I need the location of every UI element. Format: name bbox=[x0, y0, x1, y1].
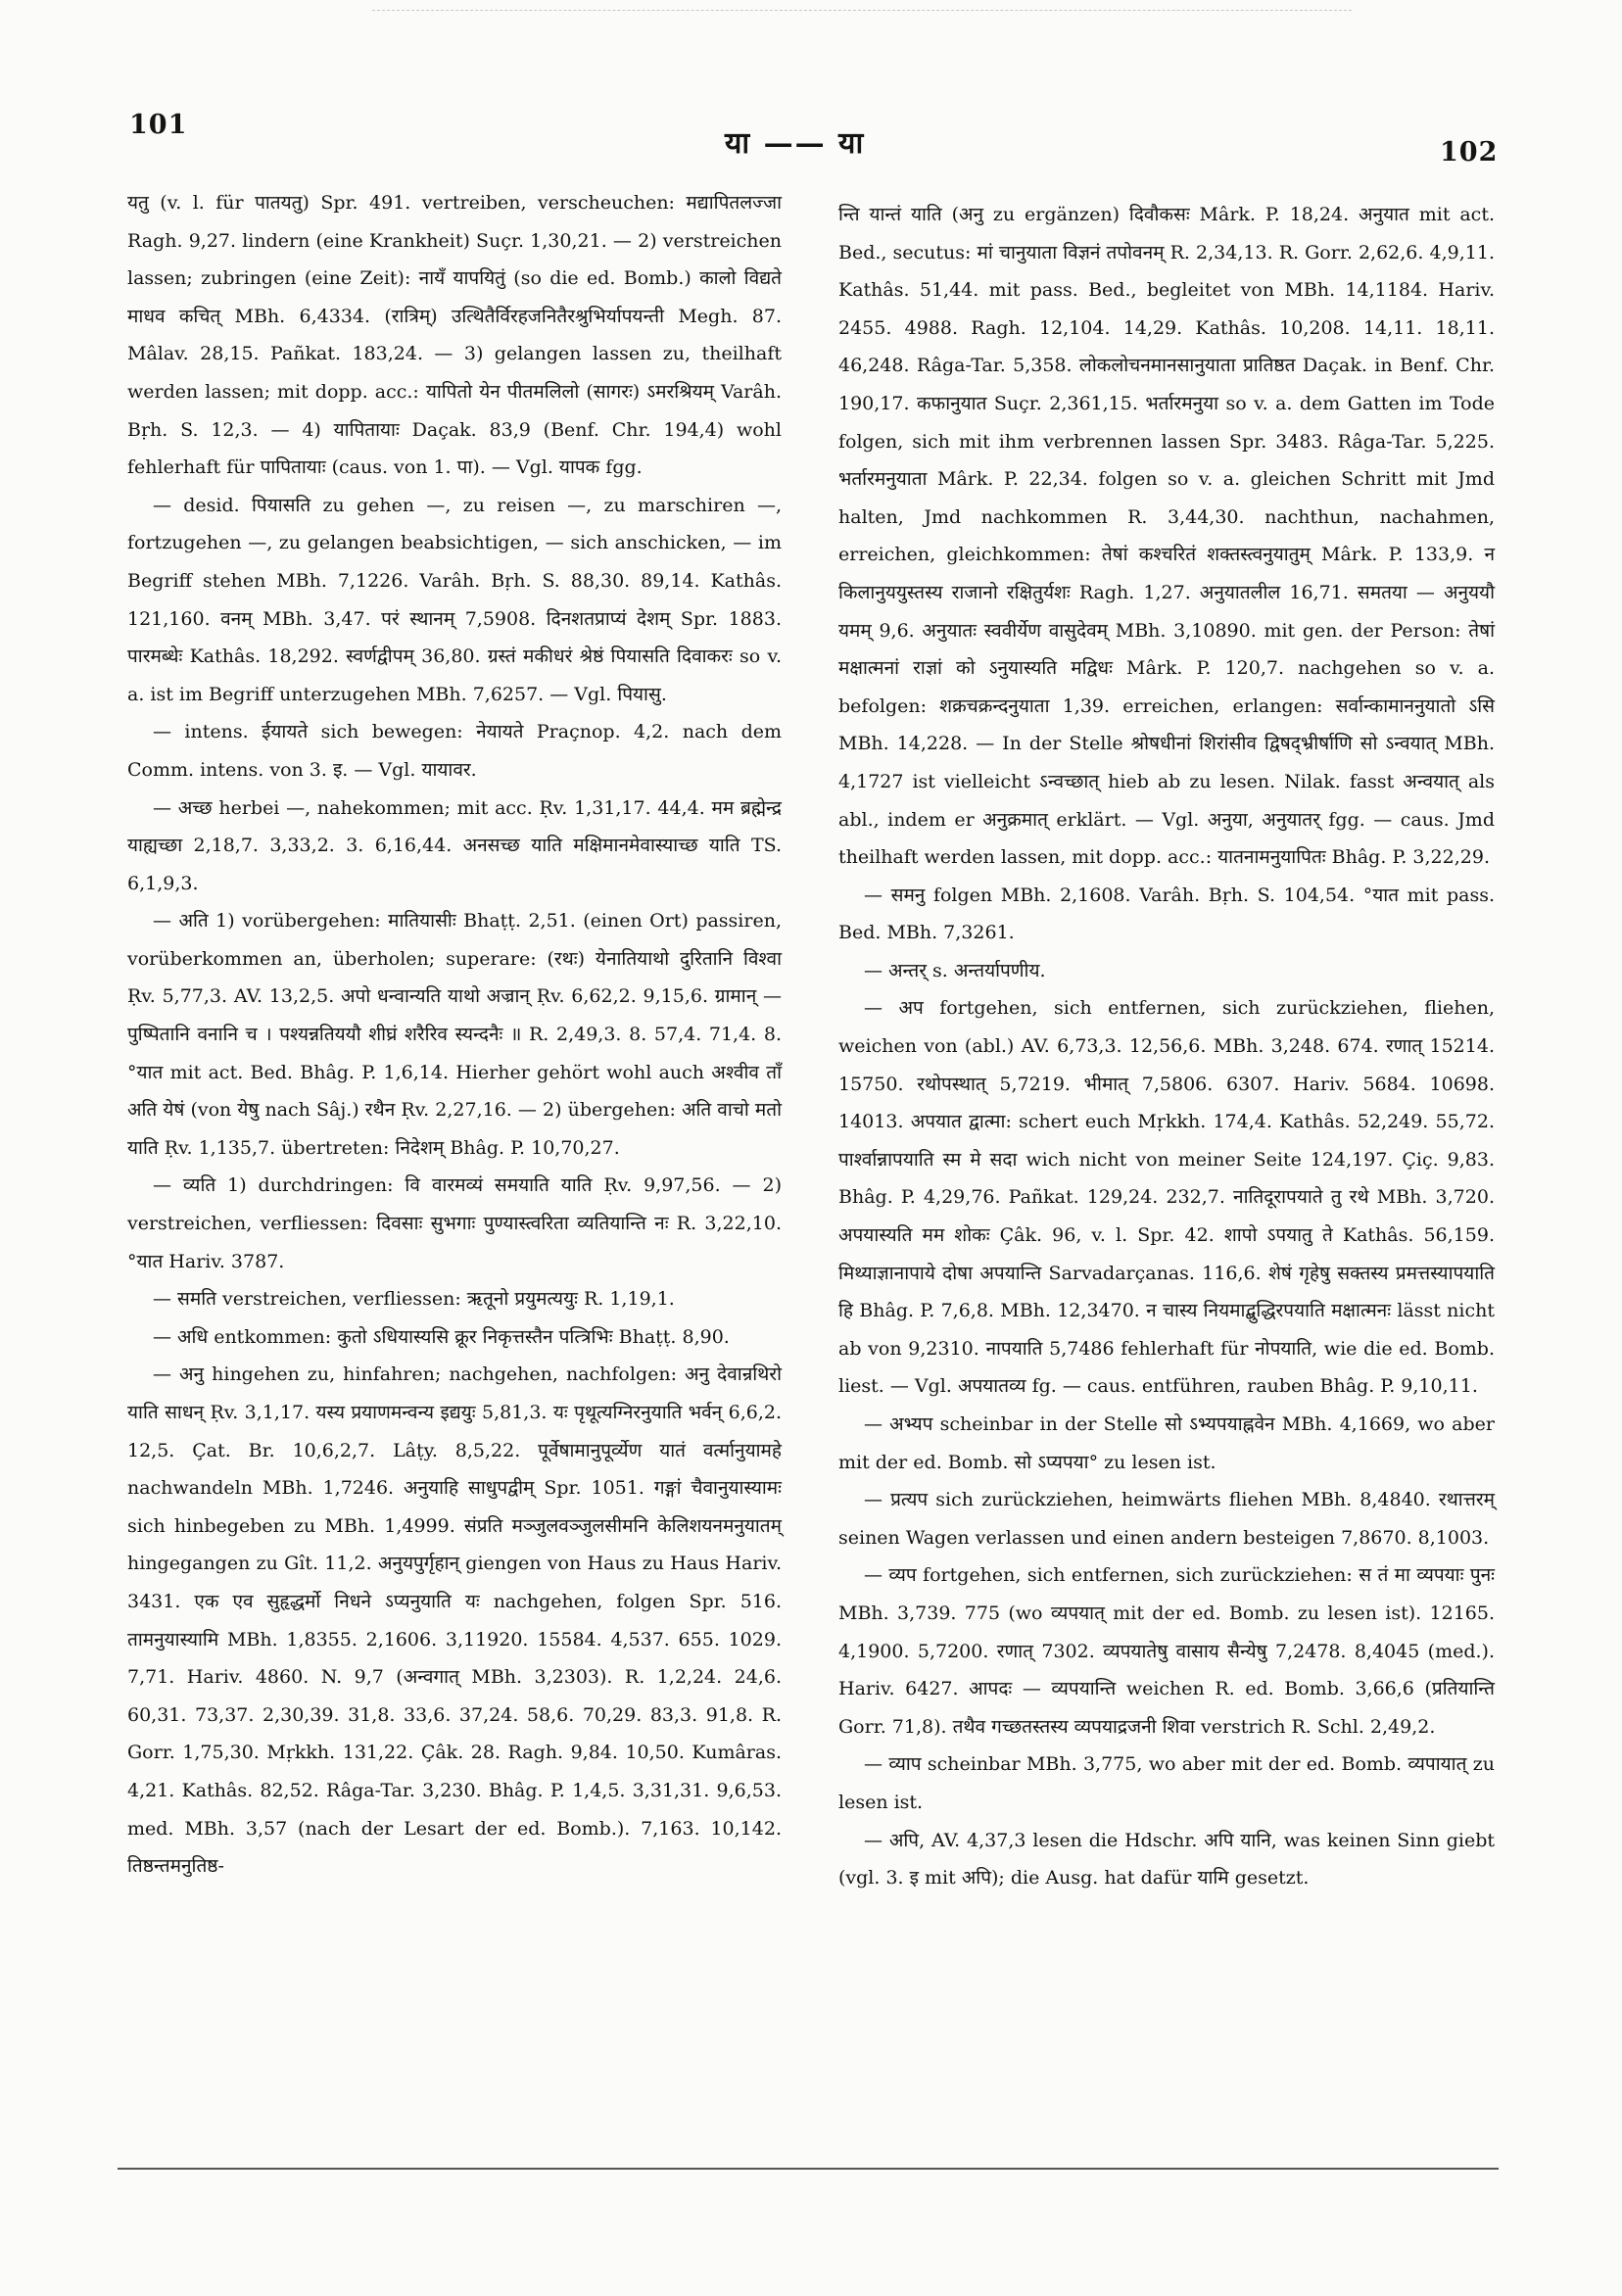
left-paragraph: — व्यति 1) durchdringen: वि वारमव्यं समयाति याति Ṛv. 9,97,56. — 2) verstreichen, verfliessen: दिवसाः सुभगाः पुण्यास्त्वरिता व्यतियान्ति नः R. 3,22,10. °यात Hariv. 3787. bbox=[127, 1174, 782, 1272]
right-paragraph: — अपि, AV. 4,37,3 lesen die Hdschr. अपि यानि, was keinen Sinn giebt (vgl. 3. इ mit अपि); die Ausg. hat dafür यामि gesetzt. bbox=[838, 1829, 1495, 1889]
left-paragraph: यतु (v. l. für पातयतु) Spr. 491. vertreiben, verscheuchen: मद्यापितलज्जा Ragh. 9,27. lindern (eine Krankheit) Suçr. 1,30,21. — 2) verstreichen lassen; zubringen (eine Zeit): नायँ यापयितुं (so die ed. Bomb.) कालो विद्यते माधव कचित् MBh. 6,4334. (रात्रिम्) उत्थितैर्विरहजनितैरश्रुभिर्यापयन्ती Megh. 87. Mâlav. 28,15. Pañkat. 183,24. — 3) gelangen lassen zu, theilhaft werden lassen; mit dopp. acc.: यापितो येन पीतमलिलो (सागरः) ऽमरश्रियम् Varâh. Bṛh. S. 12,3. — 4) यापितायाः Daçak. 83,9 (Benf. Chr. 194,4) wohl fehlerhaft für पापितायाः (caus. von 1. पा). — Vgl. यापक fgg. bbox=[127, 192, 782, 479]
left-paragraph: — अधि entkommen: कुतो ऽधियास्यसि क्रूर निकृत्तस्तैन पत्त्रिभिः Bhaṭṭ. 8,90. bbox=[153, 1325, 730, 1348]
page-number-right: 102 bbox=[1440, 137, 1499, 167]
left-paragraph: — intens. ईयायते sich bewegen: नेयायते Praçnop. 4,2. nach dem Comm. intens. von 3. इ. — Vgl. यायावर. bbox=[127, 721, 782, 781]
right-column bbox=[838, 196, 1495, 1889]
right-paragraph: — अन्तर् s. अन्तर्यापणीय. bbox=[864, 959, 1046, 981]
right-paragraph: — अप fortgehen, sich entfernen, sich zurückziehen, fliehen, weichen von (abl.) AV. 6,73,3. 12,56,6. MBh. 3,248. 674. रणात् 15214. 15750. रथोपस्थात् 5,7219. भीमात् 7,5806. 6307. Hariv. 5684. 10698. 14013. अपयात द्वात्मा: schert euch Mṛkkh. 174,4. Kathâs. 52,249. 55,72. पार्श्वान्नापयाति स्म मे सदा wich nicht von meiner Seite 124,197. Çiç. 9,83. Bhâg. P. 4,29,76. Pañkat. 129,24. 232,7. नातिदूरापयाते तु रथे MBh. 3,720. अपयास्यति मम शोकः Çâk. 96, v. l. Spr. 42. शापो ऽपयातु ते Kathâs. 56,159. मिथ्याज्ञानापाये दोषा अपयान्ति Sarvadarçanas. 116,6. शेषं गृहेषु सक्तस्य प्रमत्तस्यापयाति हि Bhâg. P. 7,6,8. MBh. 12,3470. न चास्य नियमाद्बुद्धिरपयाति मक्षात्मनः lässt nicht ab von 9,2310. नापयाति 5,7486 fehlerhaft für नोपयाति, wie die ed. Bomb. liest. — Vgl. अपयातव्य fg. — caus. entführen, rauben Bhâg. P. 9,10,11. bbox=[838, 997, 1495, 1398]
running-head: या —— या bbox=[725, 126, 866, 161]
left-paragraph: — अच्छ herbei —, nahekommen; mit acc. Ṛv. 1,31,17. 44,4. मम ब्रह्मेन्द्र याह्यच्छा 2,18,7. 3,33,2. 3. 6,16,44. अनसच्छ याति मक्षिमानमेवास्याच्छ याति TS. 6,1,9,3. bbox=[127, 796, 782, 894]
left-paragraph: — अनु hingehen zu, hinfahren; nachgehen, nachfolgen: अनु देवान्रथिरो याति साधन् Ṛv. 3,1,17. यस्य प्रयाणमन्वन्य इद्ययुः 5,81,3. यः पृथूत्यग्निरनुयाति भर्वन् 6,6,2. 12,5. Çat. Br. 10,6,2,7. Lâṭy. 8,5,22. पूर्वेषामानुपूर्व्येण यातं वर्त्मानुयामहे nachwandeln MBh. 1,7246. अनुयाहि साधुपद्वीम् Spr. 1051. गङ्गां चैवानुयास्यामः sich hinbegeben zu MBh. 1,4999. संप्रति मञ्जुलवञ्जुलसीमनि केलिशयनमनुयातम् hingegangen zu Gît. 11,2. अनुयपुर्गृहान् giengen von Haus zu Haus Hariv. 3431. एक एव सुहृद्धर्मो निधने ऽप्यनुयाति यः nachgehen, folgen Spr. 516. तामनुयास्यामि MBh. 1,8355. 2,1606. 3,11920. 15584. 4,537. 655. 1029. 7,71. Hariv. 4860. N. 9,7 (अन्वगात् MBh. 3,2303). R. 1,2,24. 24,6. 60,31. 73,37. 2,30,39. 31,8. 33,6. 37,24. 58,6. 70,29. 83,3. 91,8. R. Gorr. 1,75,30. Mṛkkh. 131,22. Çâk. 28. Ragh. 9,84. 10,50. Kumâras. 4,21. Kathâs. 82,52. Râga-Tar. 3,230. Bhâg. P. 1,4,5. 3,31,31. 9,6,53. med. MBh. 3,57 (nach der Lesart der ed. Bomb.). 7,163. 10,142. तिष्ठन्तमनुतिष्ठ- bbox=[127, 1363, 782, 1878]
right-paragraph: — प्रत्यप sich zurückziehen, heimwärts fliehen MBh. 8,4840. रथात्तरम् seinen Wagen verlassen und einen andern besteigen 7,8670. 8,1003. bbox=[838, 1489, 1495, 1549]
bottom-rule bbox=[118, 2168, 1499, 2170]
right-paragraph: — व्यप fortgehen, sich entfernen, sich zurückziehen: स तं मा व्यपयाः पुनः MBh. 3,739. 775 (wo व्यपयात् mit der ed. Bomb. zu lesen ist). 12165. 4,1900. 5,7200. रणात् 7302. व्यपयातेषु वासाय सैन्येषु 7,2478. 8,4045 (med.). Hariv. 6427. आपदः — व्यपयान्ति weichen R. ed. Bomb. 3,66,6 (प्रतियान्ति Gorr. 71,8). तथैव गच्छतस्तस्य व्यपयाद्रजनी शिवा verstrich R. Schl. 2,49,2. bbox=[838, 1564, 1495, 1738]
left-paragraph: — समति verstreichen, verfliessen: ऋतूनो प्रयुमत्ययुः R. 1,19,1. bbox=[153, 1288, 675, 1311]
right-paragraph: — व्याप scheinbar MBh. 3,775, wo aber mit der ed. Bomb. व्यपायात् zu lesen ist. bbox=[838, 1753, 1495, 1813]
left-paragraph: — अति 1) vorübergehen: मातियासीः Bhaṭṭ. 2,51. (einen Ort) passiren, vorüberkommen an, überholen; superare: (रथः) येनातियाथो दुरितानि विश्वा Ṛv. 5,77,3. AV. 13,2,5. अपो धन्वान्यति याथो अज्रान् Ṛv. 6,62,2. 9,15,6. ग्रामान् — पुष्पितानि वनानि च । पश्यन्नतिययौ शीघ्रं शरैरिव स्यन्दनैः ॥ R. 2,49,3. 8. 57,4. 71,4. 8. °यात mit act. Bed. Bhâg. P. 1,6,14. Hierher gehört wohl auch अश्वीव ताँ अति येषं (von येषु nach Sâj.) रथैन Ṛv. 2,27,16. — 2) übergehen: अति वाचो मतो याति Ṛv. 1,135,7. übertreten: निदेशम् Bhâg. P. 10,70,27. bbox=[127, 910, 782, 1159]
page-number-left: 101 bbox=[129, 110, 188, 140]
right-paragraph: — अभ्यप scheinbar in der Stelle सो ऽभ्यपयाह्नवेन MBh. 4,1669, wo aber mit der ed. Bomb. सो ऽप्यपया° zu lesen ist. bbox=[838, 1413, 1495, 1473]
top-edge-rule bbox=[372, 10, 1352, 11]
left-paragraph: — desid. पियासति zu gehen —, zu reisen —, zu marschiren —, fortzugehen —, zu gelangen beabsichtigen, — sich anschicken, — im Begriff stehen MBh. 7,1226. Varâh. Bṛh. S. 88,30. 89,14. Kathâs. 121,160. वनम् MBh. 3,47. परं स्थानम् 7,5908. दिनशतप्राप्यं देशम् Spr. 1883. पारमब्धेः Kathâs. 18,292. स्वर्णद्वीपम् 36,80. ग्रस्तं मकीधरं श्रेष्ठं पियासति दिवाकरः so v. a. ist im Begriff unterzugehen MBh. 7,6257. — Vgl. पियासु. bbox=[127, 494, 782, 705]
left-column bbox=[127, 184, 782, 2026]
right-paragraph: — समनु folgen MBh. 2,1608. Varâh. Bṛh. S. 104,54. °यात mit pass. Bed. MBh. 7,3261. bbox=[838, 884, 1495, 944]
right-paragraph: न्ति यान्तं याति (अनु zu ergänzen) दिवौकसः Mârk. P. 18,24. अनुयात mit act. Bed., secutus: मां चानुयाता विज्ञनं तपोवनम् R. 2,34,13. R. Gorr. 2,62,6. 4,9,11. Kathâs. 51,44. mit pass. Bed., begleitet von MBh. 14,1184. Hariv. 2455. 4988. Ragh. 12,104. 14,29. Kathâs. 10,208. 14,11. 18,11. 46,248. Râga-Tar. 5,358. लोकलोचनमानसानुयाता प्रातिष्ठत Daçak. in Benf. Chr. 190,17. कफानुयात Suçr. 2,361,15. भर्तारमनुया so v. a. dem Gatten im Tode folgen, sich mit ihm verbrennen lassen Spr. 3483. Râga-Tar. 5,225. भर्तारमनुयाता Mârk. P. 22,34. folgen so v. a. gleichen Schritt mit Jmd halten, Jmd nachkommen R. 3,44,30. nachthun, nachahmen, erreichen, gleichkommen: तेषां कश्चरितं शक्तस्त्वनुयातुम् Mârk. P. 133,9. न किलानुययुस्तस्य राजानो रक्षितुर्यशः Ragh. 1,27. अनुयातलील 16,71. समतया — अनुययौ यमम् 9,6. अनुयातः स्ववीर्येण वासुदेवम् MBh. 3,10890. mit gen. der Person: तेषां मक्षात्मनां राज्ञां को ऽनुयास्यति मद्विधः Mârk. P. 120,7. nachgehen so v. a. befolgen: शक्रचक्रन्दनुयाता 1,39. erreichen, erlangen: सर्वान्कामाननुयातो ऽसि MBh. 14,228. — In der Stelle श्रोषधीनां शिरांसीव द्विषद्भ्रीर्षाणि सो ऽन्वयात् MBh. 4,1727 ist vielleicht ऽन्वच्छात् hieb ab zu lesen. Nilak. fasst अन्वयात् als abl., indem er अनुक्रमात् erklärt. — Vgl. अनुया, अनुयातर् fgg. — caus. Jmd theilhaft werden lassen, mit dopp. acc.: यातनामनुयापितः Bhâg. P. 3,22,29. bbox=[838, 204, 1495, 869]
